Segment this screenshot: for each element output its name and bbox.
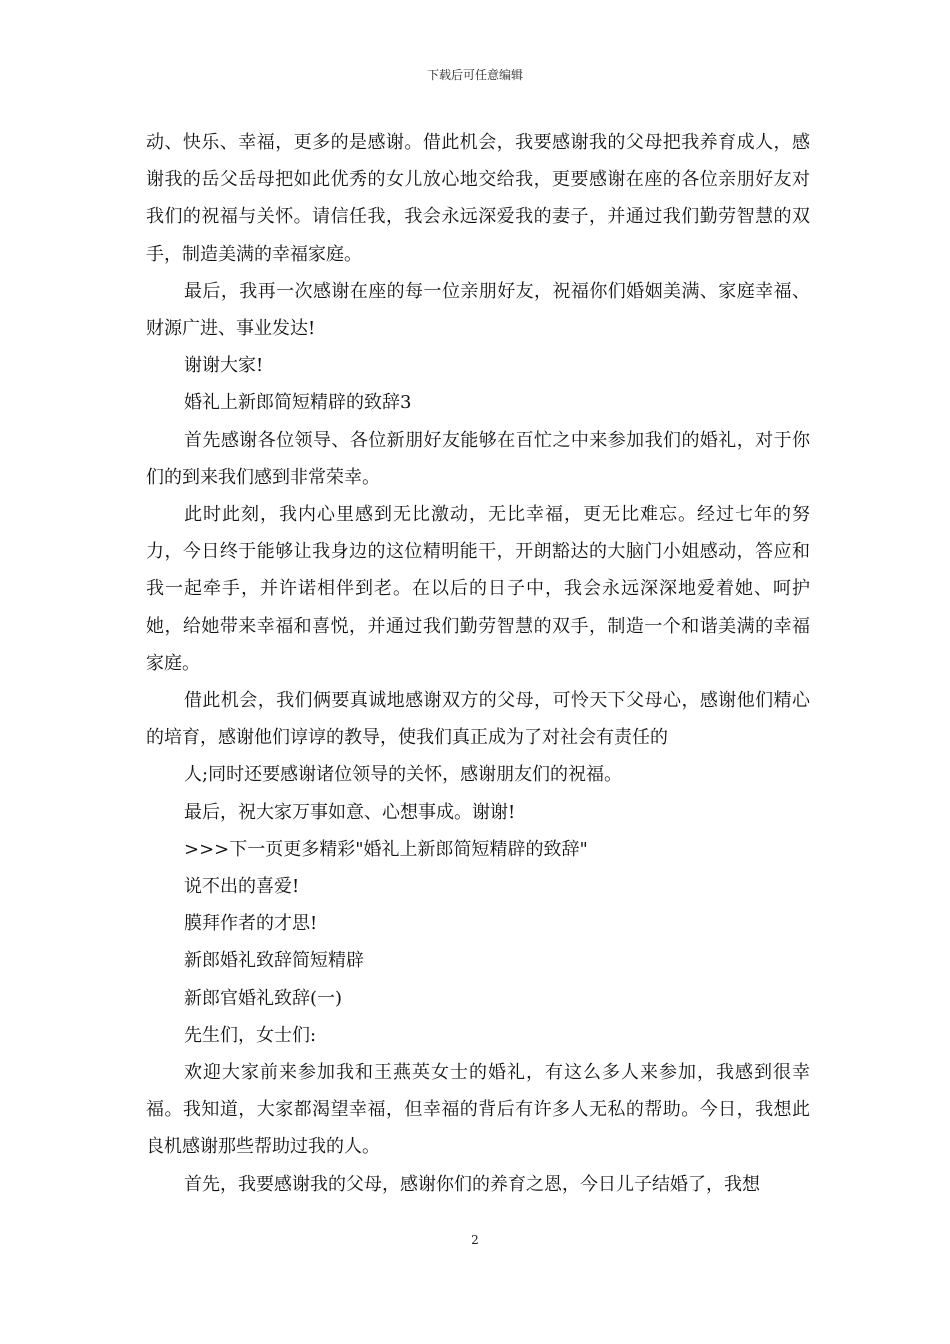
- paragraph: 最后，我再一次感谢在座的每一位亲朋好友，祝福你们婚姻美满、家庭幸福、财源广进、事业发达!: [146, 280, 810, 340]
- paragraph: 谢谢大家!: [184, 355, 264, 377]
- paragraph: 人;同时还要感谢诸位领导的关怀，感谢朋友们的祝福。: [184, 764, 623, 786]
- page-header: 下载后可任意编辑: [426, 68, 523, 82]
- paragraph: 先生们，女士们:: [184, 1024, 317, 1046]
- paragraph: 借此机会，我们俩要真诚地感谢双方的父母，可怜天下父母心，感谢他们精心的培育，感谢他们谆谆的教导，使我们真正成为了对社会有责任的: [146, 690, 810, 749]
- next-page-link-text: >>>下一页更多精彩"婚礼上新郎简短精辟的致辞": [184, 838, 588, 860]
- section-title: 新郎官婚礼致辞(一): [184, 987, 343, 1009]
- page-number: 2: [471, 1233, 479, 1247]
- section-title: 新郎婚礼致辞简短精辟: [184, 950, 364, 972]
- section-title: 婚礼上新郎简短精辟的致辞3: [184, 392, 412, 414]
- paragraph: 最后，祝大家万事如意、心想事成。谢谢!: [184, 801, 516, 823]
- paragraph: 说不出的喜爱!: [184, 876, 300, 898]
- paragraph: 欢迎大家前来参加我和王燕英女士的婚礼，有这么多人来参加，我感到很幸福。我知道，大家都渴望幸福，但幸福的背后有许多人无私的帮助。今日，我想此良机感谢那些帮助过我的人。: [146, 1062, 810, 1158]
- paragraph: 膜拜作者的才思!: [184, 913, 318, 935]
- document-body: [146, 124, 810, 1203]
- paragraph: 动、快乐、幸福，更多的是感谢。借此机会，我要感谢我的父母把我养育成人，感谢我的岳父岳母把如此优秀的女儿放心地交给我，更要感谢在座的各位亲朋好友对我们的祝福与关怀。请信任我，我会永远深爱我的妻子，并通过我们勤劳智慧的双手，制造美满的幸福家庭。: [146, 132, 810, 265]
- paragraph: 首先感谢各位领导、各位新朋好友能够在百忙之中来参加我们的婚礼，对于你们的到来我们感到非常荣幸。: [146, 429, 810, 488]
- paragraph: 首先，我要感谢我的父母，感谢你们的养育之恩，今日儿子结婚了，我想: [184, 1173, 760, 1195]
- paragraph: 此时此刻，我内心里感到无比激动，无比幸福，更无比难忘。经过七年的努力，今日终于能够让我身边的这位精明能干，开朗豁达的大脑门小姐感动，答应和我一起牵手，并许诺相伴到老。在以后的日子中，我会永远深深地爱着她、呵护她，给她带来幸福和喜悦，并通过我们勤劳智慧的双手，制造一个和谐美满的幸福家庭。: [146, 504, 810, 674]
